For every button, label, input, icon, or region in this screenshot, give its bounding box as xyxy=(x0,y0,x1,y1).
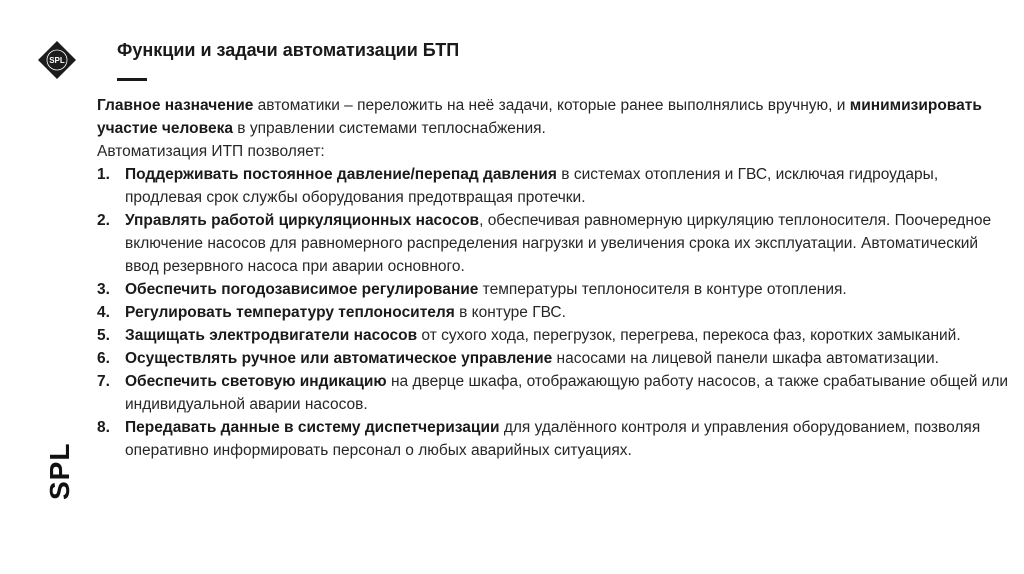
intro-text-1: автоматики – переложить на неё задачи, которые ранее выполнялись вручную, и xyxy=(253,97,850,114)
intro-bold-1: Главное назначение xyxy=(97,97,254,114)
item-number: 8. xyxy=(97,419,110,436)
list-item xyxy=(97,347,1015,370)
spl-logo xyxy=(37,40,77,80)
side-brand-text: SPL xyxy=(44,442,75,500)
list-subtitle: Автоматизация ИТП позволяет: xyxy=(97,143,325,160)
item-bold: Обеспечить световую индикацию xyxy=(125,373,387,390)
item-bold: Обеспечить погодозависимое регулирование xyxy=(125,281,479,298)
functions-list xyxy=(97,163,1015,462)
list-item xyxy=(97,370,1015,416)
item-number: 7. xyxy=(97,373,110,390)
item-text: в системах отопления и ГВС, исключая гидроудары, продлевая срок службы оборудования предотвращая протечки. xyxy=(125,166,939,206)
item-number: 5. xyxy=(97,327,110,344)
item-text: , обеспечивая равномерную циркуляцию теплоносителя. Поочередное включение насосов для равномерного распределения нагрузки и увеличения срока их эксплуатации. Автоматический ввод резервного насоса при аварии основного. xyxy=(125,212,992,275)
spl-logo-graphic xyxy=(37,40,77,80)
list-item xyxy=(97,278,1015,301)
intro-paragraph xyxy=(97,94,1015,140)
logo-text: SPL xyxy=(49,56,65,65)
list-item xyxy=(97,209,1015,278)
item-text: температуры теплоносителя в контуре отопления. xyxy=(478,281,847,298)
item-number: 1. xyxy=(97,166,110,183)
list-item xyxy=(97,163,1015,209)
item-text: насосами на лицевой панели шкафа автоматизации. xyxy=(552,350,939,367)
list-item xyxy=(97,301,1015,324)
item-number: 3. xyxy=(97,281,110,298)
item-text: в контуре ГВС. xyxy=(454,304,566,321)
item-text: на дверце шкафа, отображающую работу насосов, а также срабатывание общей или индивидуальной аварии насосов. xyxy=(125,373,1009,413)
intro-bold-2: минимизировать участие человека xyxy=(97,97,982,137)
intro-text-2: в управлении системами теплоснабжения. xyxy=(232,120,546,137)
item-text: для удалённого контроля и управления оборудованием, позволяя оперативно информировать персонал о любых аварийных ситуациях. xyxy=(125,419,981,459)
item-number: 2. xyxy=(97,212,110,229)
item-bold: Регулировать температуру теплоносителя xyxy=(125,304,455,321)
item-text: от сухого хода, перегрузок, перегрева, перекоса фаз, коротких замыканий. xyxy=(417,327,961,344)
item-number: 6. xyxy=(97,350,110,367)
slide-content xyxy=(97,94,1015,462)
item-bold: Осуществлять ручное или автоматическое управление xyxy=(125,350,553,367)
list-item xyxy=(97,416,1015,462)
page-title: Функции и задачи автоматизации БТП xyxy=(117,40,460,60)
list-item xyxy=(97,324,1015,347)
item-bold: Защищать электродвигатели насосов xyxy=(125,327,418,344)
item-number: 4. xyxy=(97,304,110,321)
item-bold: Передавать данные в систему диспетчеризации xyxy=(125,419,500,436)
item-bold: Поддерживать постоянное давление/перепад давления xyxy=(125,166,557,183)
title-underline xyxy=(117,78,147,81)
item-bold: Управлять работой циркуляционных насосов xyxy=(125,212,480,229)
